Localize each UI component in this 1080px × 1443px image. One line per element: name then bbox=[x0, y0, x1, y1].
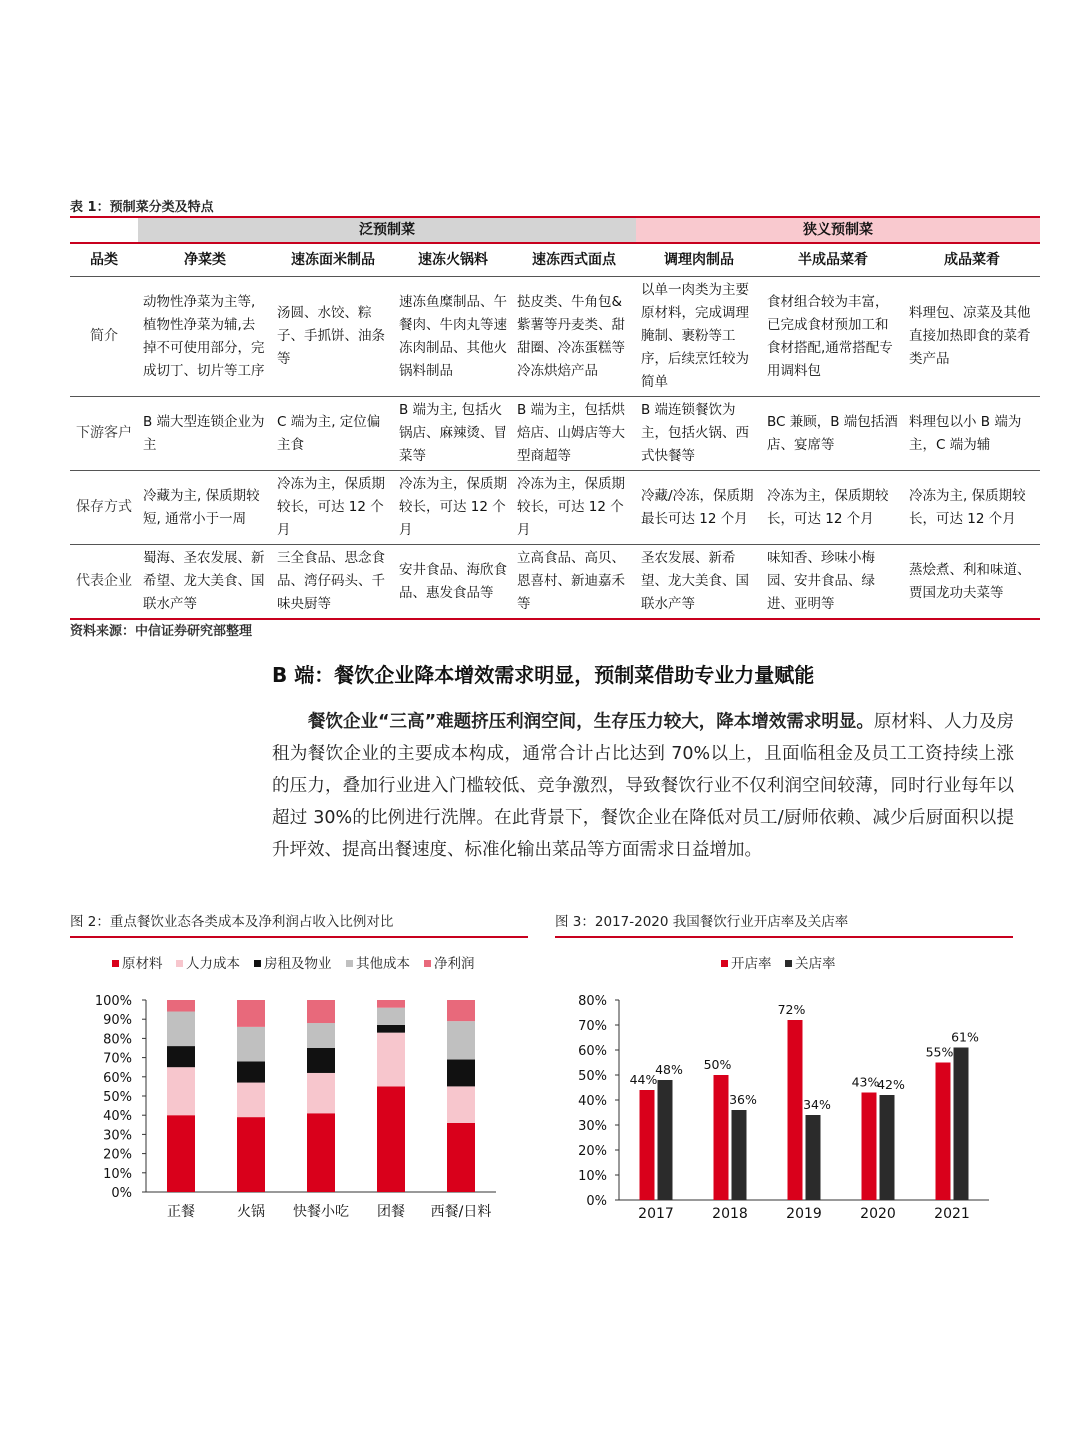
legend-swatch bbox=[785, 960, 792, 967]
legend-swatch bbox=[424, 960, 431, 967]
body-text: 原材料、人力及房租为餐饮企业的主要成本构成，通常合计占比达到 70%以上，且面临租金及员工工资持续上涨的压力，叠加行业进入门槛较低、竞争激烈，导致餐饮行业不仅利润空间较薄，同时行业每年以超过 30%的比例进行洗牌。在此背景下，餐饮企业在降低对员工/厨师依赖、减少后厨面积以提升坪效、提高出餐速度、标准化输出菜品等方面需求日益增加。 bbox=[272, 712, 1014, 860]
bar-segment bbox=[237, 1083, 265, 1118]
table-cell: 三全食品、思念食品、湾仔码头、千味央厨等 bbox=[272, 545, 394, 620]
y-tick-label: 20% bbox=[578, 1144, 607, 1159]
bar bbox=[880, 1095, 895, 1200]
group-xia-header: 狭义预制菜 bbox=[636, 217, 1040, 243]
y-tick-label: 0% bbox=[586, 1194, 607, 1209]
table-cell: 立高食品、高贝、恩喜村、新迪嘉禾等 bbox=[512, 545, 636, 620]
y-tick-label: 100% bbox=[94, 994, 132, 1009]
bar-segment bbox=[167, 1012, 195, 1047]
data-label: 50% bbox=[703, 1057, 732, 1072]
bar-segment bbox=[447, 1000, 475, 1021]
legend-swatch bbox=[346, 960, 353, 967]
x-tick-label: 2017 bbox=[638, 1206, 674, 1222]
table-cell: 冷藏/冷冻，保质期最长可达 12 个月 bbox=[636, 471, 762, 545]
row-label: 保存方式 bbox=[70, 471, 138, 545]
x-tick-label: 2018 bbox=[712, 1206, 748, 1222]
bar-segment bbox=[377, 1033, 405, 1087]
table-cell: 速冻鱼糜制品、午餐肉、牛肉丸等速冻肉制品、其他火锅料制品 bbox=[394, 277, 512, 397]
table-row bbox=[70, 397, 1040, 471]
table-cell: BC 兼顾，B 端包括酒店、宴席等 bbox=[762, 397, 904, 471]
data-label: 55% bbox=[925, 1044, 954, 1060]
table-cell: 汤圆、水饺、粽子、手抓饼、油条等 bbox=[272, 277, 394, 397]
y-tick-label: 60% bbox=[103, 1070, 132, 1086]
bar bbox=[732, 1110, 747, 1200]
table-cell: 冷冻为主，保质期较长，可达 12 个月 bbox=[762, 471, 904, 545]
data-label: 42% bbox=[877, 1077, 905, 1092]
figure2-title: 图 2：重点餐饮业态各类成本及净利润占收入比例对比 bbox=[70, 910, 528, 938]
legend-swatch bbox=[176, 960, 183, 967]
table-cell: C 端为主, 定位偏主食 bbox=[272, 397, 394, 471]
legend-label: 原材料 bbox=[122, 956, 163, 972]
bar-segment bbox=[447, 1021, 475, 1059]
table-row bbox=[70, 471, 1040, 545]
table-cell: B 端大型连锁企业为主 bbox=[138, 397, 272, 471]
bar bbox=[954, 1048, 969, 1201]
y-tick-label: 10% bbox=[103, 1166, 132, 1182]
row-label: 下游客户 bbox=[70, 397, 138, 471]
y-tick-label: 20% bbox=[103, 1147, 132, 1163]
legend-label: 其他成本 bbox=[356, 956, 410, 972]
table-row bbox=[70, 545, 1040, 620]
table-cell: 料理包、凉菜及其他直接加热即食的菜肴类产品 bbox=[904, 277, 1040, 397]
y-tick-label: 60% bbox=[578, 1044, 607, 1059]
table-cell: 安井食品、海欣食品、惠发食品等 bbox=[394, 545, 512, 620]
table-cell: B 端为主, 包括火锅店、麻辣烫、冒菜等 bbox=[394, 397, 512, 471]
column-header: 调理肉制品 bbox=[636, 243, 762, 277]
y-tick-label: 80% bbox=[103, 1032, 132, 1048]
legend-label: 房租及物业 bbox=[264, 956, 332, 972]
table-cell: B 端连锁餐饮为主，包括火锅、西式快餐等 bbox=[636, 397, 762, 471]
data-label: 44% bbox=[629, 1072, 658, 1087]
y-tick-label: 80% bbox=[578, 994, 607, 1009]
bar bbox=[640, 1090, 655, 1200]
row-label: 简介 bbox=[70, 277, 138, 397]
data-label: 72% bbox=[777, 1002, 806, 1017]
precooked-food-table bbox=[70, 216, 1040, 620]
body-paragraph bbox=[272, 706, 1014, 866]
bar-segment bbox=[167, 1115, 195, 1192]
bar-segment bbox=[237, 1117, 265, 1192]
bar-segment bbox=[307, 1023, 335, 1048]
data-label: 43% bbox=[851, 1074, 880, 1090]
table-cell: B 端为主，包括烘焙店、山姆店等大型商超等 bbox=[512, 397, 636, 471]
bar-segment bbox=[307, 1000, 335, 1023]
y-tick-label: 40% bbox=[103, 1109, 132, 1125]
data-label: 48% bbox=[655, 1062, 683, 1077]
bar-segment bbox=[237, 1000, 265, 1027]
data-label: 34% bbox=[803, 1097, 831, 1112]
column-header: 净菜类 bbox=[138, 243, 272, 277]
table-row bbox=[70, 277, 1040, 397]
bar-segment bbox=[377, 1000, 405, 1008]
bar-segment bbox=[307, 1113, 335, 1192]
bar-segment bbox=[237, 1027, 265, 1062]
x-tick-label: 正餐 bbox=[167, 1204, 195, 1220]
x-tick-label: 快餐小吃 bbox=[293, 1204, 349, 1220]
x-tick-label: 西餐/日料 bbox=[430, 1204, 492, 1220]
y-tick-label: 30% bbox=[103, 1128, 132, 1144]
table-cell: 蒸烩煮、利和味道、贾国龙功夫菜等 bbox=[904, 545, 1040, 620]
bar bbox=[658, 1080, 673, 1200]
table-cell: 挞皮类、牛角包&紫薯等丹麦类、甜甜圈、冷冻蛋糕等冷冻烘焙产品 bbox=[512, 277, 636, 397]
legend-label: 关店率 bbox=[795, 956, 836, 972]
column-header: 半成品菜肴 bbox=[762, 243, 904, 277]
bar-segment bbox=[307, 1048, 335, 1073]
table-cell: 冷冻为主，保质期较长，可达 12 个月 bbox=[272, 471, 394, 545]
store-rate-chart bbox=[555, 944, 1015, 1234]
table-cell: 料理包以小 B 端为主，C 端为辅 bbox=[904, 397, 1040, 471]
row-label: 代表企业 bbox=[70, 545, 138, 620]
y-tick-label: 70% bbox=[103, 1051, 132, 1067]
cost-structure-chart bbox=[70, 944, 530, 1234]
bar bbox=[936, 1063, 951, 1201]
y-tick-label: 70% bbox=[578, 1019, 607, 1034]
bar-segment bbox=[447, 1123, 475, 1192]
table-cell: 冷藏为主, 保质期较短, 通常小于一周 bbox=[138, 471, 272, 545]
table-cell: 食材组合较为丰富，已完成食材预加工和食材搭配,通常搭配专用调料包 bbox=[762, 277, 904, 397]
bar-segment bbox=[167, 1000, 195, 1012]
y-tick-label: 0% bbox=[111, 1186, 132, 1201]
bar-segment bbox=[167, 1046, 195, 1067]
x-tick-label: 2021 bbox=[934, 1206, 970, 1222]
x-tick-label: 团餐 bbox=[377, 1204, 405, 1220]
legend-label: 开店率 bbox=[731, 956, 772, 972]
figure3-title: 图 3：2017-2020 我国餐饮行业开店率及关店率 bbox=[555, 910, 1013, 938]
x-tick-label: 火锅 bbox=[237, 1204, 265, 1220]
y-tick-label: 50% bbox=[578, 1069, 607, 1084]
table-cell: 蜀海、圣农发展、新希望、龙大美食、国联水产等 bbox=[138, 545, 272, 620]
column-header: 速冻西式面点 bbox=[512, 243, 636, 277]
table-caption: 表 1：预制菜分类及特点 bbox=[70, 200, 214, 215]
bar-segment bbox=[377, 1086, 405, 1192]
table-cell: 冷冻为主，保质期较长，可达 12 个月 bbox=[512, 471, 636, 545]
legend-swatch bbox=[112, 960, 119, 967]
data-label: 36% bbox=[729, 1092, 757, 1107]
y-tick-label: 50% bbox=[103, 1090, 132, 1105]
legend-swatch bbox=[721, 960, 728, 967]
table-cell: 以单一肉类为主要原材料，完成调理腌制、裹粉等工序，后续烹饪较为简单 bbox=[636, 277, 762, 397]
bar bbox=[714, 1075, 729, 1200]
y-tick-label: 90% bbox=[103, 1013, 132, 1029]
data-label: 61% bbox=[951, 1029, 979, 1045]
section-heading: B 端：餐饮企业降本增效需求明显，预制菜借助专业力量赋能 bbox=[272, 663, 815, 687]
bar-segment bbox=[167, 1067, 195, 1115]
bar bbox=[862, 1093, 877, 1201]
bar-segment bbox=[377, 1025, 405, 1033]
bar-segment bbox=[447, 1060, 475, 1087]
bar-segment bbox=[447, 1086, 475, 1122]
lead-sentence: 餐饮企业“三高”难题挤压利润空间，生存压力较大，降本增效需求明显。 bbox=[308, 712, 874, 732]
y-tick-label: 10% bbox=[578, 1169, 607, 1184]
bar-segment bbox=[377, 1008, 405, 1025]
legend-label: 净利润 bbox=[434, 956, 475, 972]
legend-label: 人力成本 bbox=[186, 956, 240, 972]
x-tick-label: 2020 bbox=[860, 1206, 896, 1222]
group-fan-header: 泛预制菜 bbox=[138, 217, 636, 243]
table-cell: 冷冻为主, 保质期较长，可达 12 个月 bbox=[904, 471, 1040, 545]
table-cell: 动物性净菜为主等,植物性净菜为辅,去掉不可使用部分，完成切丁、切片等工序 bbox=[138, 277, 272, 397]
column-header: 品类 bbox=[70, 243, 138, 277]
bar bbox=[806, 1115, 821, 1200]
table-cell: 冷冻为主，保质期较长，可达 12 个月 bbox=[394, 471, 512, 545]
bar bbox=[788, 1020, 803, 1200]
bar-segment bbox=[237, 1061, 265, 1082]
table-cell: 味知香、珍味小梅园、安井食品、绿进、亚明等 bbox=[762, 545, 904, 620]
bar-segment bbox=[307, 1073, 335, 1113]
column-header: 速冻面米制品 bbox=[272, 243, 394, 277]
x-tick-label: 2019 bbox=[786, 1206, 822, 1222]
y-tick-label: 40% bbox=[578, 1094, 607, 1109]
group-blank bbox=[70, 217, 138, 243]
table-source: 资料来源：中信证券研究部整理 bbox=[70, 624, 253, 639]
column-header: 速冻火锅料 bbox=[394, 243, 512, 277]
y-tick-label: 30% bbox=[578, 1119, 607, 1134]
legend-swatch bbox=[254, 960, 261, 967]
table-cell: 圣农发展、新希望、龙大美食、国联水产等 bbox=[636, 545, 762, 620]
column-header: 成品菜肴 bbox=[904, 243, 1040, 277]
